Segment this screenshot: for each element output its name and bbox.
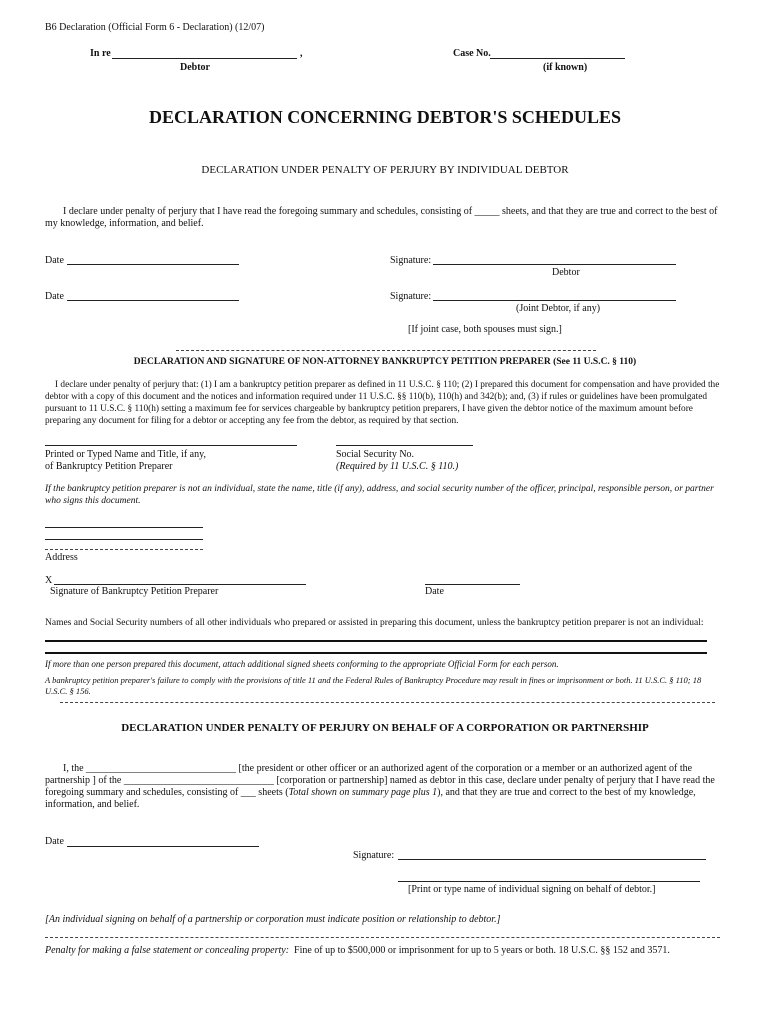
address-line-1[interactable]: [45, 527, 203, 528]
comma: ,: [300, 48, 303, 59]
penalty-label: Penalty for making a false statement or concealing property:: [45, 945, 290, 956]
corporation-heading: DECLARATION UNDER PENALTY OF PERJURY ON BEHALF OF A CORPORATION OR PARTNERSHIP: [121, 722, 649, 734]
preparer-date-field[interactable]: [425, 584, 520, 585]
page-title: DECLARATION CONCERNING DEBTOR'S SCHEDULES: [149, 107, 621, 127]
corporation-note: [An individual signing on behalf of a partnership or corporation must indicate position or relationship to debtor.]: [45, 914, 501, 925]
debtor-name-field[interactable]: [112, 58, 297, 59]
preparer-heading: DECLARATION AND SIGNATURE OF NON-ATTORNEY BANKRUPTCY PETITION PREPARER (See 11 U.S.C. § 110): [133, 357, 637, 367]
signature-label: Signature:: [390, 255, 432, 266]
preparer-name-field[interactable]: [45, 445, 297, 446]
address-line-3[interactable]: [45, 549, 203, 550]
more-than-one-note: If more than one person prepared this document, attach additional signed sheets conforming to the appropriate Official Form for each person.: [45, 659, 559, 669]
corporation-declaration-text: [45, 763, 725, 811]
failure-note: A bankruptcy petition preparer's failure to comply with the provisions of title 11 and the Federal Rules of Bankruptcy Procedure may result in fines or imprisonment or both. 11 U.S.C. § 110; 18 U.S.C. § 156.: [45, 675, 702, 696]
joint-date-field[interactable]: [67, 300, 239, 301]
preparer-name-label-2: of Bankruptcy Petition Preparer: [45, 461, 173, 472]
preparer-date-label: Date: [425, 586, 444, 597]
preparer-signature-field[interactable]: [54, 584, 306, 585]
divider: [176, 350, 596, 351]
joint-debtor-caption: (Joint Debtor, if any): [516, 303, 601, 314]
print-name-field[interactable]: [398, 881, 700, 882]
text-part: ), and that they are true and correct to the best of my knowledge, information, and belief.: [45, 787, 696, 810]
corporation-date-label: Date: [45, 836, 64, 847]
joint-case-note: [If joint case, both spouses must sign.]: [408, 324, 562, 335]
preparer-signature-label: Signature of Bankruptcy Petition Preparer: [50, 586, 219, 597]
others-line-2[interactable]: [45, 652, 707, 654]
individual-declaration-text: I declare under penalty of perjury that I have read the foregoing summary and schedules, consisting of _____ sheets, and that they are true and correct to the best of my knowledge, information, and belief.: [45, 206, 718, 229]
x-mark: X: [45, 575, 53, 586]
corporation-date-field[interactable]: [67, 846, 259, 847]
address-label: Address: [45, 552, 78, 563]
corporation-signature-label: Signature:: [353, 850, 395, 861]
debtor-label: Debtor: [180, 62, 210, 73]
if-known-label: (if known): [543, 62, 588, 73]
address-line-2[interactable]: [45, 539, 203, 540]
joint-signature-field[interactable]: [433, 300, 676, 301]
text-italic: Total shown on summary page plus 1: [288, 787, 438, 798]
corporation-signature-field[interactable]: [398, 859, 706, 860]
debtor-signature-field[interactable]: [433, 264, 676, 265]
divider: [45, 937, 720, 938]
in-re-label: In re: [90, 48, 111, 59]
preparer-name-label-1: Printed or Typed Name and Title, if any,: [45, 449, 206, 460]
ssn-label: Social Security No.: [336, 449, 415, 460]
penalty-text: Fine of up to $500,000 or imprisonment for up to 5 years or both. 18 U.S.C. §§ 152 and 3571.: [294, 945, 670, 956]
case-no-label: Case No.: [453, 48, 491, 59]
text-part: I, the ______________________________ [the president or other officer or an authorized agent of the corporation or a member or an authorized agent of the partnership ] of the ______________________________ [corporation or partnership] named as debtor in this case, declare under penalty of perjury that I have read the foregoing summary and schedules, consisting of ___ sheets (: [45, 763, 715, 798]
date-label: Date: [45, 255, 64, 266]
debtor-caption: Debtor: [552, 267, 580, 278]
print-name-label: [Print or type name of individual signing on behalf of debtor.]: [408, 884, 656, 895]
divider: [60, 702, 715, 703]
case-no-field[interactable]: [490, 58, 625, 59]
individual-heading: DECLARATION UNDER PENALTY OF PERJURY BY INDIVIDUAL DEBTOR: [201, 164, 569, 176]
joint-signature-label: Signature:: [390, 291, 432, 302]
preparer-declaration-text: I declare under penalty of perjury that: (1) I am a bankruptcy petition preparer as defined in 11 U.S.C. § 110; (2) I prepared this document for compensation and have provided the debtor with a copy of this document and the notices and information required under 11 U.S.C. §§ 110(b), 110(h) and 342(b); and, (3) if rules or guidelines have been promulgated pursuant to 11 U.S.C. § 110(h) setting a maximum fee for services chargeable by bankruptcy petition preparers, I have given the debtor notice of the maximum amount before preparing any document for filing for a debtor or accepting any fee from the debtor, as required by that section.: [45, 380, 720, 426]
joint-date-label: Date: [45, 291, 64, 302]
form-id: B6 Declaration (Official Form 6 - Declaration) (12/07): [45, 22, 265, 33]
date-field[interactable]: [67, 264, 239, 265]
others-label: Names and Social Security numbers of all other individuals who prepared or assisted in preparing this document, unless the bankruptcy petition preparer is not an individual:: [45, 618, 704, 628]
not-individual-note: If the bankruptcy petition preparer is not an individual, state the name, title (if any), address, and social security number of the officer, principal, responsible person, or partner who signs this document.: [45, 484, 714, 506]
penalty-statement: [45, 945, 670, 956]
preparer-ssn-field[interactable]: [336, 445, 473, 446]
others-line-1[interactable]: [45, 640, 707, 642]
ssn-note: (Required by 11 U.S.C. § 110.): [336, 461, 459, 472]
